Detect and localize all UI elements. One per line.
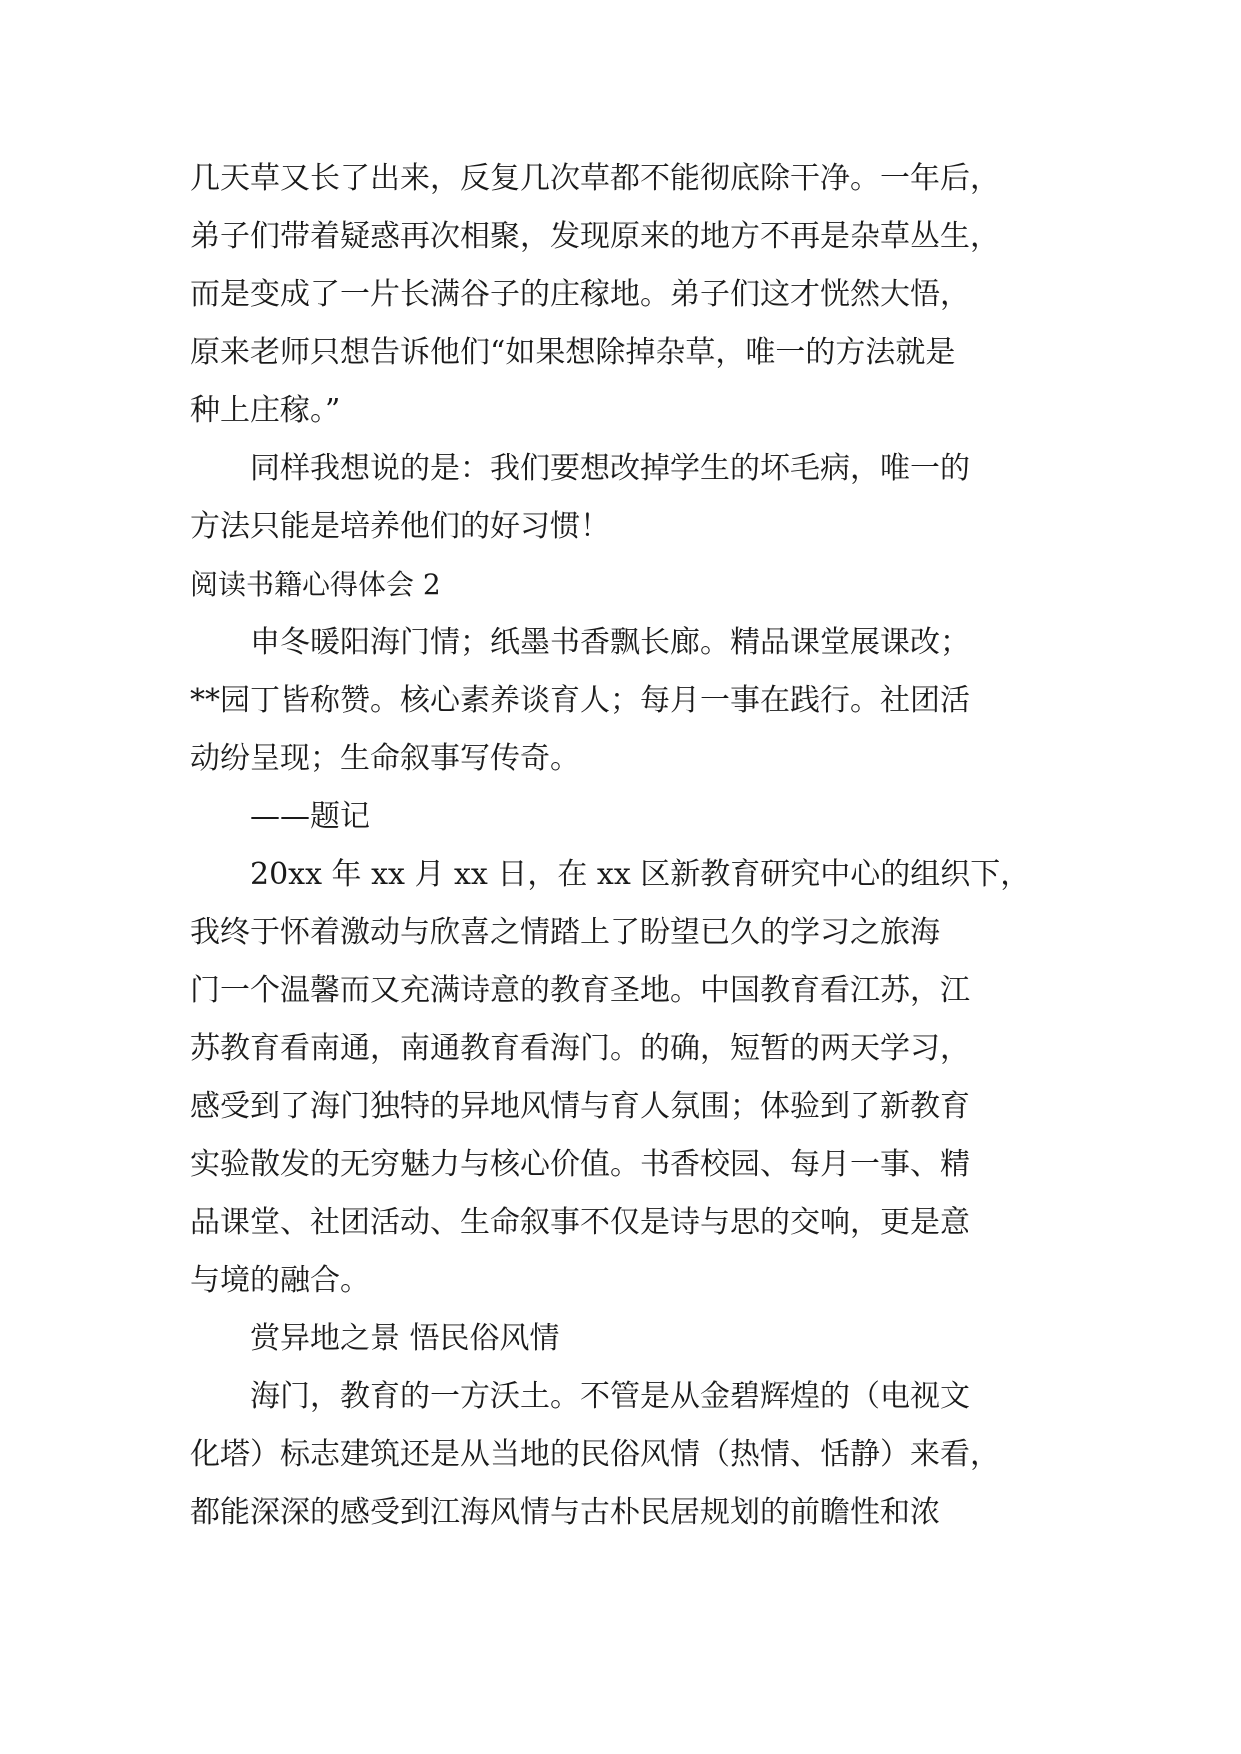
text-line: **园丁皆称赞。核心素养谈育人；每月一事在践行。社团活 (190, 683, 970, 718)
text-line: 原来老师只想告诉他们“如果想除掉杂草，唯一的方法就是 (190, 335, 956, 370)
text-line: 海门，教育的一方沃土。不管是从金碧辉煌的（电视文 (190, 1379, 970, 1414)
text-line: 20xx 年 xx 月 xx 日，在 xx 区新教育研究中心的组织下， (190, 857, 1031, 892)
text-line: 动纷呈现；生命叙事写传奇。 (190, 741, 580, 776)
text-line: 几天草又长了出来，反复几次草都不能彻底除干净。一年后， (190, 161, 1000, 196)
text-line: 种上庄稼。” (190, 393, 341, 428)
text-line: 而是变成了一片长满谷子的庄稼地。弟子们这才恍然大悟， (190, 277, 970, 312)
text-line: 与境的融合。 (190, 1263, 370, 1298)
text-line: 门一个温馨而又充满诗意的教育圣地。中国教育看江苏，江 (190, 973, 970, 1008)
text-line: 品课堂、社团活动、生命叙事不仅是诗与思的交响，更是意 (190, 1205, 970, 1240)
section-heading: 阅读书籍心得体会 2 (190, 568, 441, 601)
text-line: 同样我想说的是：我们要想改掉学生的坏毛病，唯一的 (190, 451, 970, 486)
text-line: 化塔）标志建筑还是从当地的民俗风情（热情、恬静）来看， (190, 1437, 1000, 1472)
text-line: 感受到了海门独特的异地风情与育人氛围；体验到了新教育 (190, 1089, 970, 1124)
text-line: 弟子们带着疑惑再次相聚，发现原来的地方不再是杂草丛生， (190, 219, 1000, 254)
document-body (190, 150, 1090, 1542)
text-line: 都能深深的感受到江海风情与古朴民居规划的前瞻性和浓 (190, 1495, 940, 1530)
text-line: 实验散发的无穷魅力与核心价值。书香校园、每月一事、精 (190, 1147, 970, 1182)
epigraph-attribution: ——题记 (190, 799, 370, 834)
subsection-heading: 赏异地之景 悟民俗风情 (190, 1321, 560, 1356)
text-line: 申冬暖阳海门情；纸墨书香飘长廊。精品课堂展课改； (190, 625, 970, 660)
text-line: 方法只能是培养他们的好习惯！ (190, 509, 610, 544)
text-line: 我终于怀着激动与欣喜之情踏上了盼望已久的学习之旅海 (190, 915, 940, 950)
text-line: 苏教育看南通，南通教育看海门。的确，短暂的两天学习， (190, 1031, 970, 1066)
